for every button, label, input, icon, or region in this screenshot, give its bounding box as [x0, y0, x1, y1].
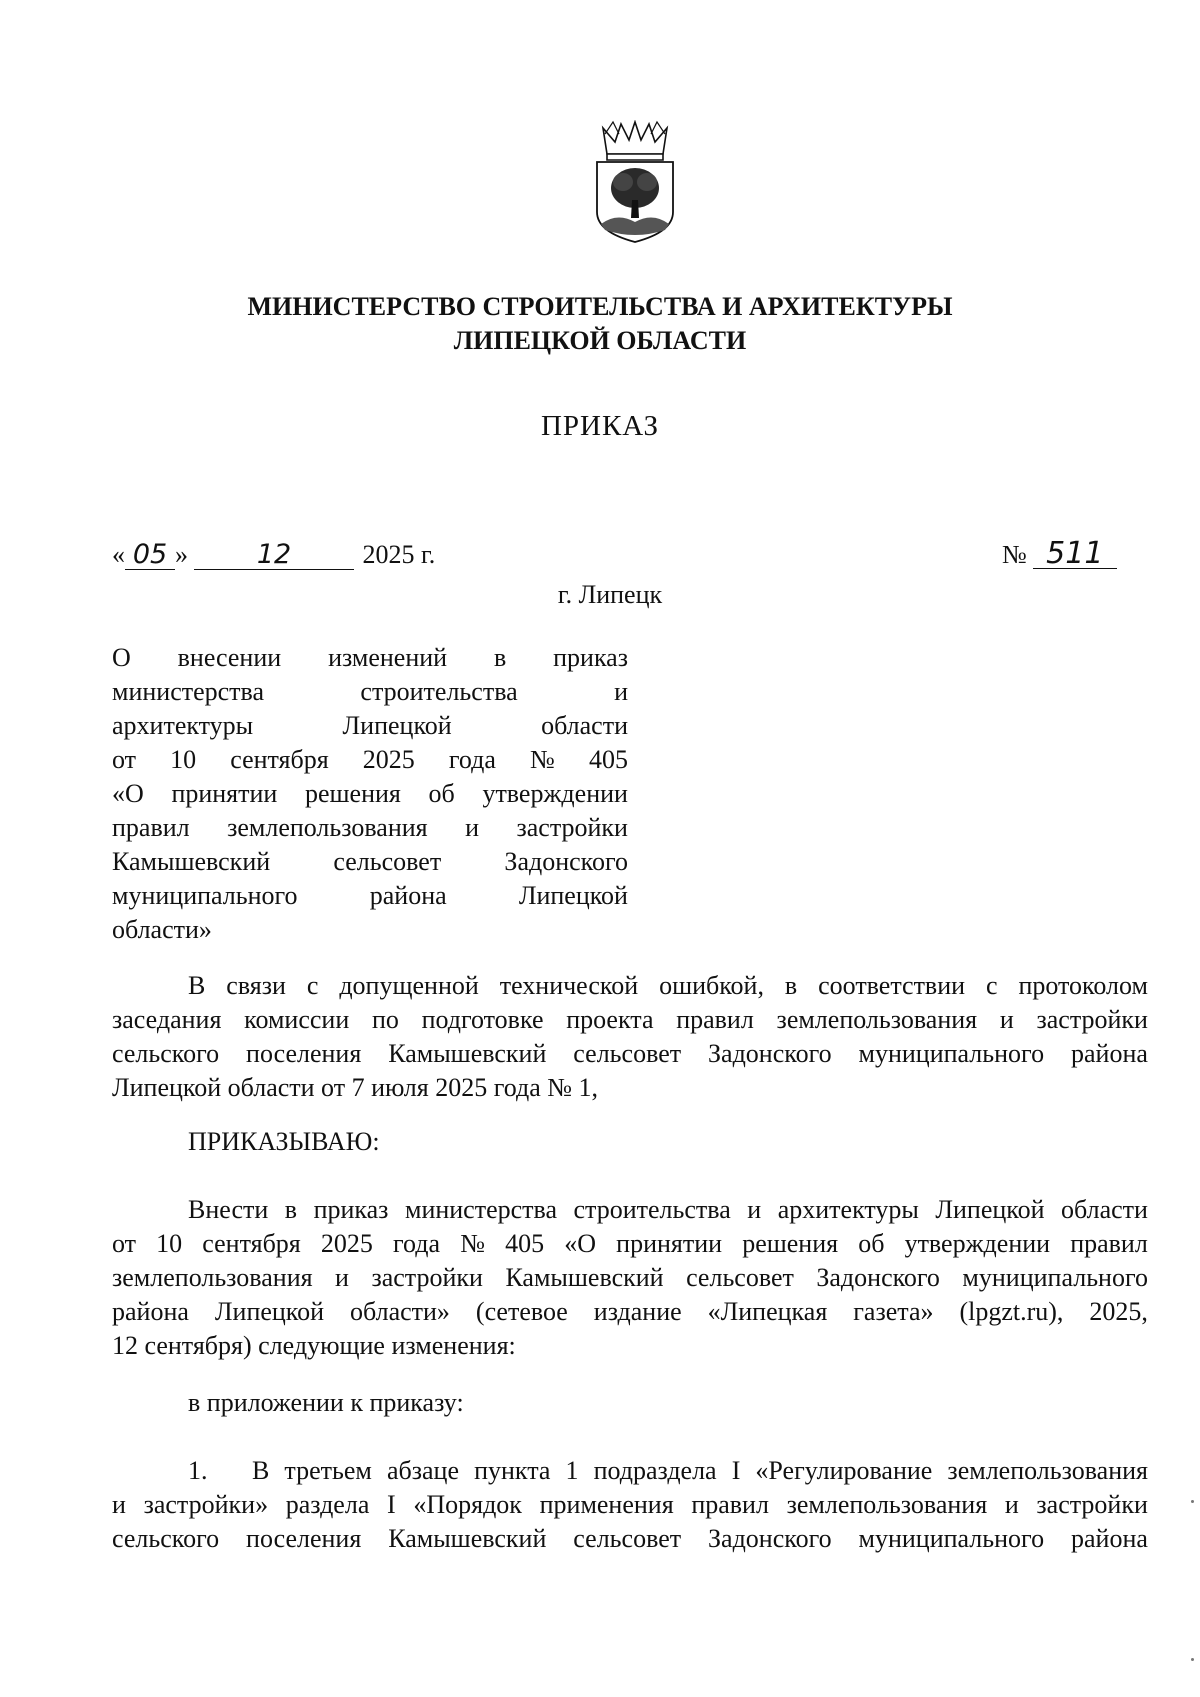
subject-word: приказ — [553, 643, 628, 672]
word: применения — [539, 1490, 674, 1519]
word: района — [1071, 1524, 1148, 1553]
city: г. Липецк — [557, 580, 663, 609]
subject-word: № — [530, 745, 555, 774]
word: землепользования — [776, 1005, 978, 1034]
subject-word: 2025 — [362, 745, 415, 774]
subject-word: утверждении — [482, 779, 628, 808]
paragraph-line — [112, 1295, 1148, 1329]
subject-word: сельсовет — [333, 847, 442, 876]
word: землепользования — [112, 1263, 313, 1292]
subject-line — [112, 777, 628, 811]
word: № — [460, 1229, 485, 1258]
word: в — [784, 971, 798, 1000]
word: Камышевский — [505, 1263, 664, 1292]
subject-word: района — [369, 881, 447, 910]
subject-word: землепользования — [227, 813, 428, 842]
date-open-quote: « — [112, 540, 125, 569]
order-subject — [112, 641, 628, 947]
order-title: ПРИКАЗ — [540, 410, 660, 442]
subject-word: Липецкой — [342, 711, 452, 740]
word: района — [112, 1297, 189, 1326]
item-1-number: 1. — [188, 1456, 208, 1485]
subject-word: застройки — [516, 813, 628, 842]
word: (сетевое — [475, 1297, 568, 1326]
word: строительства — [573, 1195, 731, 1224]
number-value-handwritten: 511 — [1033, 540, 1117, 569]
subject-word: изменений — [328, 643, 448, 672]
word: (lpgzt.ru), — [959, 1297, 1064, 1326]
word: Задонского — [816, 1263, 940, 1292]
item-1-first-line — [112, 1454, 1148, 1488]
paragraph-line — [112, 1522, 1148, 1556]
word: допущенной — [339, 971, 479, 1000]
word: проекта — [566, 1005, 654, 1034]
word: комиссии — [244, 1005, 350, 1034]
word: от — [112, 1229, 137, 1258]
word: и — [747, 1195, 762, 1224]
subject-word: 10 — [170, 745, 197, 774]
subject-word: внесении — [177, 643, 282, 672]
date-month-handwritten: 12 — [194, 541, 354, 570]
subject-line — [112, 879, 628, 913]
paragraph-line — [112, 969, 1148, 1003]
subject-last-line: области» — [112, 915, 212, 944]
word: об — [858, 1229, 885, 1258]
subject-line — [112, 845, 628, 879]
paragraph-amendment — [112, 1193, 1148, 1363]
word: по — [371, 1005, 399, 1034]
subject-word: муниципального — [112, 881, 298, 910]
word: Задонского — [708, 1524, 832, 1553]
word: 405 — [505, 1229, 545, 1258]
word: и — [1004, 1490, 1019, 1519]
word: и — [112, 1490, 126, 1519]
subject-line — [112, 743, 628, 777]
scan-speck — [1191, 1500, 1194, 1503]
word: области — [1061, 1195, 1148, 1224]
subject-word: области — [541, 711, 628, 740]
word: Липецкой — [935, 1195, 1045, 1224]
date-year: 2025 г. — [362, 540, 436, 569]
word: раздела — [285, 1490, 370, 1519]
date-day-handwritten: 05 — [125, 541, 175, 570]
subject-word: архитектуры — [112, 711, 254, 740]
subject-word: и — [614, 677, 628, 706]
word: области» — [350, 1297, 450, 1326]
subject-word: сентября — [230, 745, 329, 774]
scan-speck — [1191, 1658, 1194, 1661]
subject-word: об — [428, 779, 455, 808]
word: связи — [226, 971, 286, 1000]
paragraph-line — [112, 1193, 1148, 1227]
word: издание — [593, 1297, 682, 1326]
ministry-name — [0, 290, 1200, 358]
subject-word: Задонского — [504, 847, 628, 876]
word: района — [1071, 1039, 1148, 1068]
word: 10 — [156, 1229, 183, 1258]
subject-word: от — [112, 745, 137, 774]
word: министерства — [404, 1195, 557, 1224]
word: муниципального — [962, 1263, 1148, 1292]
word: утверждении — [904, 1229, 1051, 1258]
word: заседания — [112, 1005, 222, 1034]
ministry-name-line2: ЛИПЕЦКОЙ ОБЛАСТИ — [453, 326, 747, 355]
word: 2025, — [1089, 1297, 1148, 1326]
paragraph-grounds — [112, 969, 1148, 1105]
word: подготовке — [421, 1005, 544, 1034]
word: сельского — [112, 1039, 220, 1068]
subject-word: Липецкой — [518, 881, 628, 910]
word: газета» — [853, 1297, 934, 1326]
word: сельсовет — [686, 1263, 794, 1292]
subject-word: Камышевский — [112, 847, 271, 876]
word: землепользования — [786, 1490, 988, 1519]
number-sign: № — [1002, 540, 1027, 569]
word: «Липецкая — [707, 1297, 828, 1326]
word: В — [188, 971, 206, 1000]
subject-word: решения — [305, 779, 401, 808]
word: поселения — [246, 1524, 362, 1553]
order-word: ПРИКАЗЫВАЮ: — [188, 1127, 380, 1156]
subject-word: «О — [112, 779, 144, 808]
word: сентября — [202, 1229, 301, 1258]
item-1-first-text: В третьем абзаце пункта 1 подраздела I «Регулирование землепользования — [252, 1456, 1148, 1485]
word: и — [999, 1005, 1014, 1034]
word: решения — [742, 1229, 839, 1258]
word: с — [306, 971, 319, 1000]
order-date — [112, 540, 435, 570]
subject-line — [112, 675, 628, 709]
paragraph-line — [112, 1227, 1148, 1261]
word: и — [335, 1263, 349, 1292]
word: муниципального — [858, 1524, 1045, 1553]
paragraph-line: Липецкой области от 7 июля 2025 года № 1, — [112, 1073, 599, 1102]
word: сельского — [112, 1524, 220, 1553]
subject-word: принятии — [171, 779, 278, 808]
word: застройки» — [143, 1490, 269, 1519]
subject-line — [112, 709, 628, 743]
subject-word: правил — [112, 813, 190, 842]
paragraph-line — [112, 1003, 1148, 1037]
word: сельсовет — [573, 1039, 682, 1068]
word: «Порядок — [413, 1490, 522, 1519]
word: застройки — [371, 1263, 483, 1292]
subject-word: и — [465, 813, 480, 842]
word: 2025 — [320, 1229, 373, 1258]
word: Внести — [188, 1195, 269, 1224]
word: сельсовет — [573, 1524, 682, 1553]
item-1 — [112, 1454, 1148, 1556]
word: архитектуры — [777, 1195, 919, 1224]
word: года — [393, 1229, 441, 1258]
ministry-name-line1: МИНИСТЕРСТВО СТРОИТЕЛЬСТВА И АРХИТЕКТУРЫ — [247, 292, 953, 321]
word: правил — [691, 1490, 769, 1519]
paragraph-line — [112, 1488, 1148, 1522]
date-close-quote: » — [175, 540, 188, 569]
word: застройки — [1036, 1490, 1148, 1519]
paragraph-line — [112, 1261, 1148, 1295]
word: поселения — [246, 1039, 362, 1068]
subject-word: в — [493, 643, 507, 672]
word: технической — [499, 971, 639, 1000]
coat-of-arms-emblem — [591, 120, 679, 244]
word: Задонского — [708, 1039, 832, 1068]
word: Камышевский — [388, 1039, 547, 1068]
subject-word: строительства — [360, 677, 518, 706]
word: правил — [1070, 1229, 1148, 1258]
word: муниципального — [858, 1039, 1045, 1068]
subject-word: О — [112, 643, 131, 672]
paragraph-appendix: в приложении к приказу: — [188, 1388, 464, 1417]
word: I — [387, 1490, 396, 1519]
word: приказ — [313, 1195, 389, 1224]
word: Камышевский — [388, 1524, 547, 1553]
word: соответствии — [818, 971, 966, 1000]
word: принятии — [616, 1229, 723, 1258]
word: в — [284, 1195, 298, 1224]
word: протоколом — [1018, 971, 1148, 1000]
word: правил — [676, 1005, 754, 1034]
subject-line — [112, 811, 628, 845]
word: с — [985, 971, 998, 1000]
subject-word: 405 — [588, 745, 628, 774]
word: Липецкой — [214, 1297, 325, 1326]
paragraph-line — [112, 1037, 1148, 1071]
word: застройки — [1036, 1005, 1148, 1034]
subject-word: года — [448, 745, 496, 774]
subject-word: министерства — [112, 677, 265, 706]
paragraph-line: 12 сентября) следующие изменения: — [112, 1331, 516, 1360]
subject-line — [112, 641, 628, 675]
word: «О — [564, 1229, 597, 1258]
order-number — [1002, 536, 1117, 571]
word: ошибкой, — [659, 971, 764, 1000]
